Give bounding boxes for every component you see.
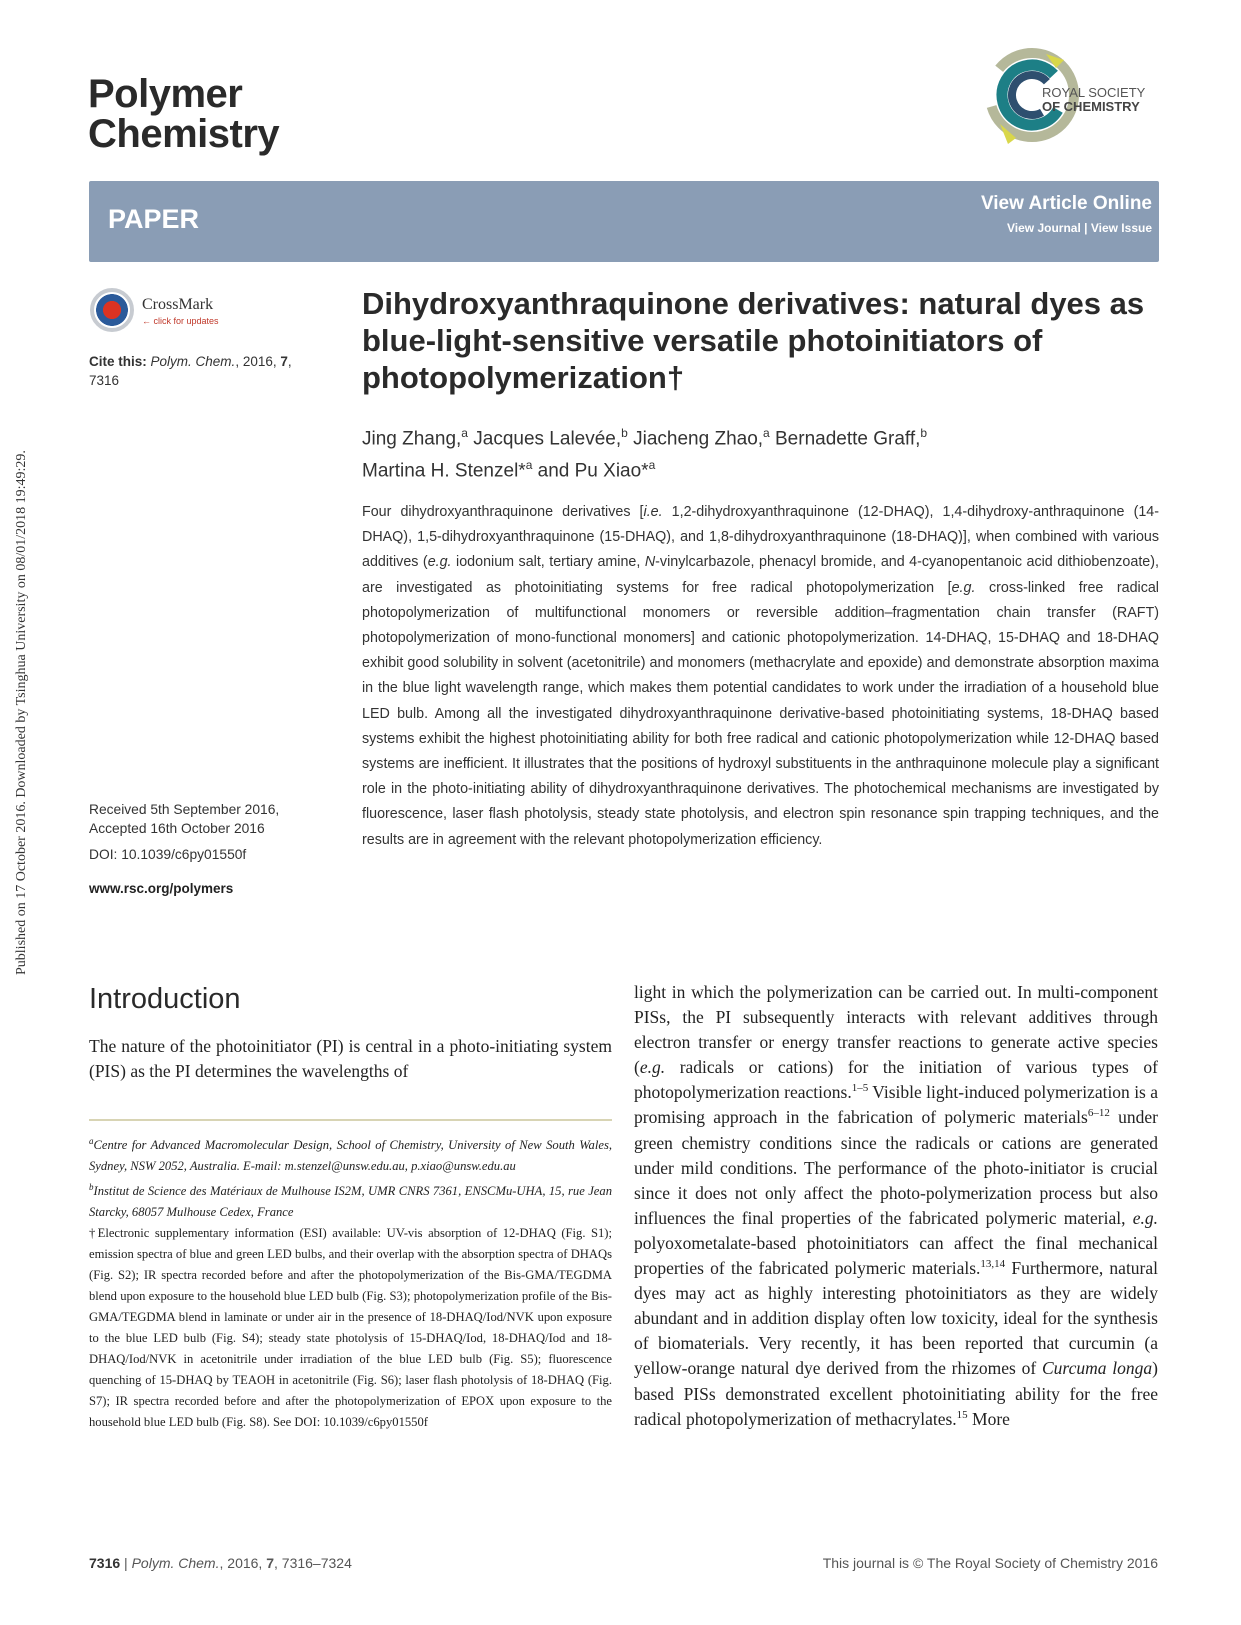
abstract-text: 1,2-dihydroxyanthraquinone (12-DHAQ), 1,4-dihydroxy-anthraquinone (14-DHAQ), 1,5-dihydroxyanthraquinone (15-DHAQ), and 1,8-dihydroxyanthraquinone (18-DHAQ)], when combined with various additives ( — [362, 504, 1159, 571]
footnotes — [89, 1131, 612, 1433]
journal-title-line1: Polymer — [88, 72, 243, 116]
author-name[interactable]: Jacques Lalevée, — [467, 428, 622, 450]
footnote-affiliation-a — [89, 1131, 612, 1177]
article-type-label: PAPER — [108, 204, 200, 234]
footnote-marker: a — [89, 1136, 94, 1146]
crossmark-title: CrossMark — [142, 296, 214, 313]
footnote-affiliation-b — [89, 1177, 612, 1223]
body-text: Furthermore, natural dyes may act as highly interesting photoinitiators as they are widely abundant and in addition display often low toxicity, ideal for the synthesis of biomaterials. Very recently, it has been reported that curcumin (a yellow-orange natural dye derived from the rhizomes of — [634, 1258, 1159, 1379]
abstract — [362, 500, 1159, 853]
received-accepted-dates — [89, 800, 329, 838]
accepted-date: Accepted 16th October 2016 — [89, 821, 265, 836]
citation-ref[interactable]: 1–5 — [851, 1082, 869, 1095]
page-footer-copyright: This journal is © The Royal Society of Chemistry 2016 — [822, 1555, 1158, 1571]
body-text: under green chemistry conditions since the radicals or cations are generated under mild conditions. The performance of the photo-initiator is crucial since it does not only affect the photo-polymerization process but also influences the final properties of the fabricated polymeric material, — [634, 1107, 1158, 1228]
doi[interactable]: DOI: 10.1039/c6py01550f — [89, 847, 247, 862]
crossmark-subtitle-text: click for updates — [153, 316, 219, 326]
citation-ref[interactable]: 13,14 — [980, 1258, 1006, 1271]
page-footer-citation — [89, 1555, 352, 1571]
body-text: radicals or cations) for the initiation of various types of photopolymerization reactions. — [634, 1057, 1158, 1103]
footer-year: , 2016, — [219, 1555, 267, 1571]
abstract-text-italic: N — [644, 554, 656, 571]
abstract-text: Four dihydroxyanthraquinone derivatives [ — [362, 504, 644, 520]
journal-title — [88, 74, 279, 154]
crossmark-icon — [90, 288, 134, 332]
download-side-note — [2, 345, 29, 975]
view-sublinks — [981, 221, 1152, 235]
citation-ref[interactable]: 15 — [956, 1408, 968, 1421]
body-text: More — [967, 1408, 1010, 1429]
cite-label: Cite this: — [89, 354, 147, 369]
body-text-italic: e.g. — [1132, 1207, 1158, 1228]
author-affiliation: a — [648, 458, 656, 473]
footer-volume: 7 — [266, 1555, 274, 1571]
footnote-esi: †Electronic supplementary information (ESI) available: UV-vis absorption of 12-DHAQ (Fig. S1); emission spectra of blue and green LED bulbs, and their overlap with the absorption spectra of DHAQs (Fig. S2); IR spectra recorded before and after the photopolymerization of the Bis-GMA/TEGDMA blend upon exposure to the household blue LED bulb (Fig. S3); photopolymerization profile of the Bis-GMA/TEGDMA blend in laminate or under air in the presence of 18-DHAQ/Iod/NVK upon exposure to the blue LED bulb (Fig. S4); steady state photolysis of 15-DHAQ/Iod, 18-DHAQ/Iod and 18-DHAQ/Iod/NVK in acetonitrile under irradiation of the blue LED bulb (Fig. S5); fluorescence quenching of 15-DHAQ by TEAOH in acetonitrile (Fig. S6); laser flash photolysis of 18-DHAQ (Fig. S7); IR spectra recorded before and after the photopolymerization of EPOX upon exposure to the household blue LED bulb (Fig. S8). See DOI: 10.1039/c6py01550f — [89, 1226, 612, 1430]
author-name[interactable]: and Pu Xiao* — [532, 460, 649, 482]
view-links — [981, 193, 1152, 235]
body-text-italic: Curcuma longa — [1042, 1358, 1153, 1379]
body-text: ) based PISs demonstrated excellent photoinitiating ability for the free radical photopolymerization of methacrylates. — [634, 1358, 1158, 1429]
view-journal-link[interactable]: View Journal — [1006, 221, 1081, 235]
cite-rest: , — [287, 354, 292, 369]
footnote-divider — [89, 1119, 612, 1121]
journal-url-link[interactable]: www.rsc.org/polymers — [89, 881, 234, 896]
author-line-1 — [362, 420, 1162, 452]
crossmark-badge[interactable] — [90, 288, 270, 338]
cite-volume: 7 — [280, 354, 288, 369]
intro-paragraph-left: The nature of the photoinitiator (PI) is central in a photo-initiating system (PIS) as the PI determines the wavelengths of — [89, 1036, 612, 1081]
footer-pages: , 7316–7324 — [274, 1555, 352, 1571]
abstract-text: -vinylcarbazole, phenacyl bromide, and 4-cyanopentanoic acid dithiobenzoate), are investigated as photoinitiating systems for free radical photopolymerization [ — [362, 554, 1159, 596]
view-article-online-link[interactable]: View Article Online — [980, 193, 1152, 214]
author-name[interactable]: Martina H. Stenzel* — [362, 460, 526, 482]
author-line-2 — [362, 452, 1162, 484]
cite-this — [89, 352, 329, 390]
body-text: light in which the polymerization can be carried out. In multi-component PISs, the PI subsequently interacts with relevant additives through electron transfer or energy transfer reactions to generate active species ( — [634, 982, 1158, 1078]
abstract-text: cross-linked free radical photopolymerization of multifunctional monomers or reversible addition–fragmentation chain transfer (RAFT) photopolymerization of mono-functional monomers] and cationic photopolymerization. 14-DHAQ, 15-DHAQ and 18-DHAQ exhibit good solubility in solvent (acetonitrile) and monomers (methacrylate and epoxide) and demonstrate absorption maxima in the blue light wavelength range, which makes them potential candidates to work under the irradiation of a household blue LED bulb. Among all the investigated dihydroxyanthraquinone derivative-based photoinitiating systems, 18-DHAQ based systems exhibit the highest photoinitiating ability for both free radical and cationic photopolymerization while 12-DHAQ based systems are inefficient. It illustrates that the positions of hydroxyl substituents in the anthraquinone molecule play a significant role in the photo-initiating ability of dihydroxyanthraquinone derivatives. The photochemical mechanisms are investigated by fluorescence, laser flash photolysis, steady state photolysis, and electron spin resonance spin trapping techniques, and the results are in agreement with the relevant photopolymerization efficiency. — [362, 579, 1159, 848]
download-side-note-text: Published on 17 October 2016. Downloaded by Tsinghua University on 08/01/2018 19:49:29. — [14, 450, 29, 975]
footnote-marker: b — [89, 1182, 94, 1193]
section-heading-introduction: Introduction — [89, 983, 241, 1015]
article-title: Dihydroxyanthraquinone derivatives: natural dyes as blue-light-sensitive versatile photoinitiators of photopolymerization† — [362, 286, 1145, 395]
footnote-text: Centre for Advanced Macromolecular Design, School of Chemistry, University of New South Wales, Sydney, NSW 2052, Australia. E-mail: m.stenzel@unsw.edu.au, p.xiao@unsw.edu.au — [89, 1138, 612, 1174]
body-text-italic: e.g. — [639, 1057, 666, 1078]
author-name[interactable]: Bernadette Graff, — [769, 428, 921, 450]
abstract-text: iodonium salt, tertiary amine, — [451, 554, 645, 571]
author-name[interactable]: Jiacheng Zhao, — [627, 428, 764, 450]
received-date: Received 5th September 2016, — [89, 802, 280, 817]
body-text: Visible light-induced polymerization is a promising approach in the fabrication of polymeric materials — [634, 1082, 1159, 1128]
rsc-wordmark-line1: ROYAL SOCIETY — [1042, 85, 1146, 100]
author-list — [362, 420, 1162, 485]
author-affiliation: a — [763, 426, 770, 440]
abstract-text-italic: i.e. — [643, 504, 663, 520]
cite-page: 7316 — [89, 373, 120, 388]
footer-journal: Polym. Chem. — [131, 1555, 220, 1571]
footnote-text: Institut de Science des Matériaux de Mulhouse IS2M, UMR CNRS 7361, ENSCMu-UHA, 15, rue Jean Starcky, 68057 Mulhouse Cedex, France — [89, 1184, 612, 1220]
rsc-wordmark-line2: OF CHEMISTRY — [1042, 99, 1140, 114]
author-affiliation: a — [525, 458, 533, 473]
crossmark-subtitle: ← click for updates — [142, 316, 219, 326]
abstract-text-italic: e.g. — [427, 554, 452, 571]
intro-paragraph-right — [634, 980, 1158, 1432]
link-separator: | — [1084, 221, 1088, 235]
author-affiliation: b — [920, 426, 928, 440]
body-text: polyoxometalate-based photoinitiators can affect the final mechanical properties of the fabricated polymeric materials. — [634, 1232, 1158, 1279]
author-affiliation: b — [621, 426, 628, 440]
abstract-text-italic: e.g. — [951, 579, 976, 596]
view-issue-link[interactable]: View Issue — [1090, 221, 1152, 235]
citation-ref[interactable]: 6–12 — [1087, 1107, 1110, 1120]
cite-year: , 2016, — [235, 354, 281, 369]
author-affiliation: a — [461, 426, 468, 440]
cite-journal: Polym. Chem. — [150, 354, 236, 369]
rsc-wordmark — [1042, 86, 1145, 114]
journal-title-line2: Chemistry — [88, 112, 280, 156]
page-number: 7316 — [89, 1555, 121, 1571]
footer-separator: | — [120, 1555, 132, 1571]
author-name[interactable]: Jing Zhang, — [362, 428, 462, 450]
